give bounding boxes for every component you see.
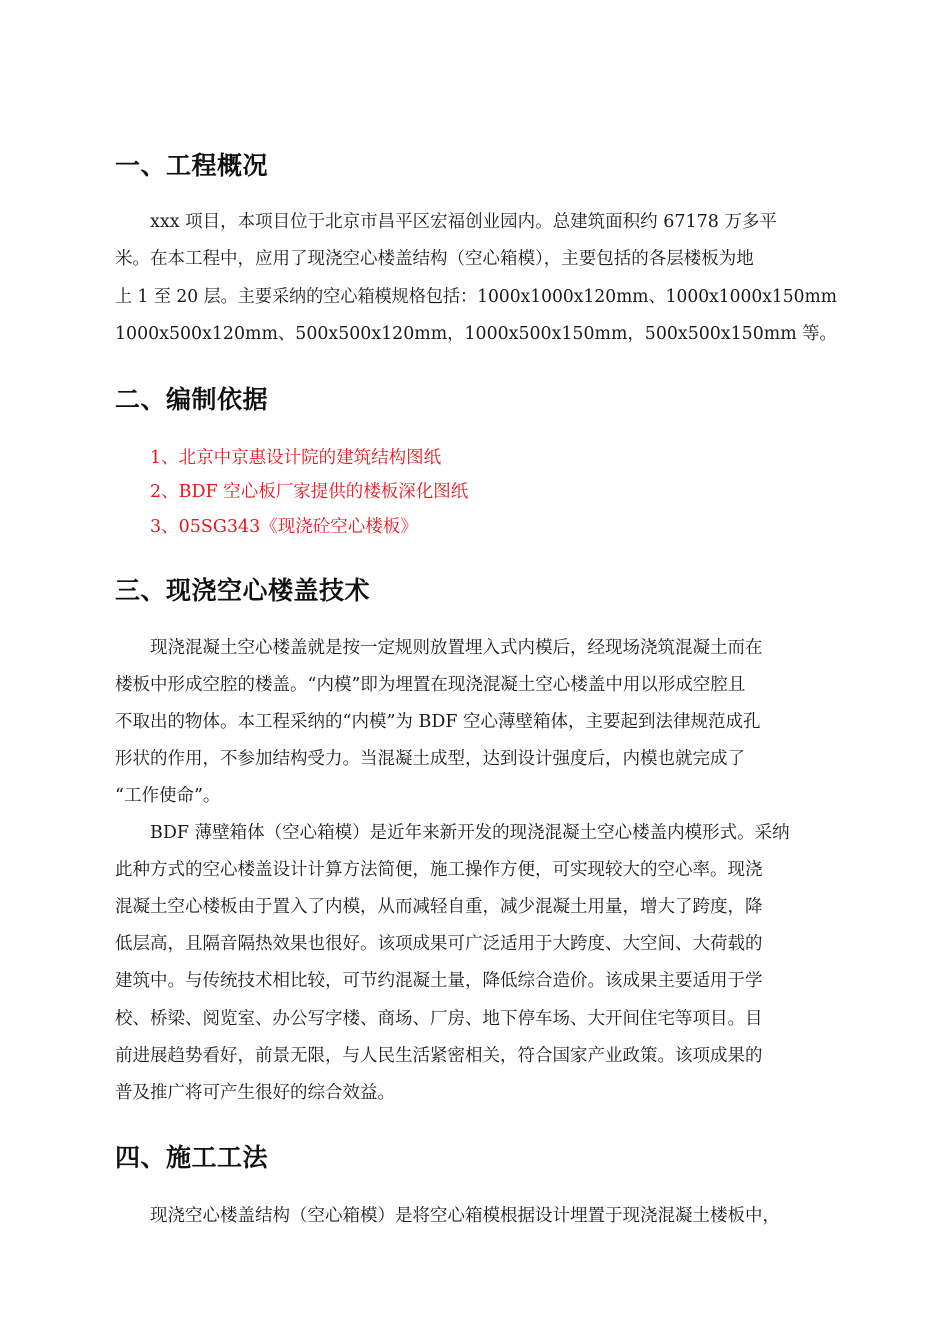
paragraph-line: 前进展趋势看好，前景无限，与人民生活紧密相关，符合国家产业政策。该项成果的 <box>115 1046 763 1066</box>
paragraph-line: 校、桥梁、阅览室、办公写字楼、商场、厂房、地下停车场、大开间住宅等项目。目 <box>115 1009 763 1029</box>
paragraph-line: 不取出的物体。本工程采纳的“内模”为 BDF 空心薄壁箱体，主要起到法律规范成孔 <box>115 712 761 732</box>
basis-list-item: 1、北京中京惠设计院的建筑结构图纸 <box>150 448 442 468</box>
paragraph-line: 米。在本工程中，应用了现浇空心楼盖结构（空心箱模），主要包括的各层楼板为地 <box>115 249 754 269</box>
section-heading-technology: 三、现浇空心楼盖技术 <box>115 576 371 605</box>
paragraph-line: 上 1 至 20 层。主要采纳的空心箱模规格包括：1000x1000x120mm、1000x1000x150mm <box>115 287 837 307</box>
paragraph-line: 现浇空心楼盖结构（空心箱模）是将空心箱模根据设计埋置于现浇混凝土楼板中， <box>150 1206 780 1226</box>
basis-list-item: 2、BDF 空心板厂家提供的楼板深化图纸 <box>150 482 469 502</box>
section-heading-method: 四、施工工法 <box>115 1143 269 1172</box>
paragraph-line: 现浇混凝土空心楼盖就是按一定规则放置埋入式内模后，经现场浇筑混凝土而在 <box>150 638 763 658</box>
paragraph-line: BDF 薄壁箱体（空心箱模）是近年来新开发的现浇混凝土空心楼盖内模形式。采纳 <box>150 823 790 843</box>
paragraph-line: 楼板中形成空腔的楼盖。“内模”即为埋置在现浇混凝土空心楼盖中用以形成空腔且 <box>115 675 746 695</box>
paragraph-line: 建筑中。与传统技术相比较，可节约混凝土量，降低综合造价。该成果主要适用于学 <box>115 971 763 991</box>
paragraph-line: 形状的作用，不参加结构受力。当混凝土成型，达到设计强度后，内模也就完成了 <box>115 749 745 769</box>
paragraph-line: 混凝土空心楼板由于置入了内模，从而减轻自重，减少混凝土用量，增大了跨度，降 <box>115 897 763 917</box>
paragraph-line: “工作使命”。 <box>115 786 221 806</box>
paragraph-line: 普及推广将可产生很好的综合效益。 <box>115 1083 395 1103</box>
paragraph-line: 低层高，且隔音隔热效果也很好。该项成果可广泛适用于大跨度、大空间、大荷载的 <box>115 934 763 954</box>
section-heading-basis: 二、编制依据 <box>115 385 269 414</box>
paragraph-line: 此种方式的空心楼盖设计计算方法简便，施工操作方便，可实现较大的空心率。现浇 <box>115 860 763 880</box>
section-heading-overview: 一、工程概况 <box>115 151 269 180</box>
basis-list-item: 3、05SG343《现浇砼空心楼板》 <box>150 517 418 537</box>
paragraph-line: 1000x500x120mm、500x500x120mm，1000x500x150mm，500x500x150mm 等。 <box>115 324 837 344</box>
paragraph-line: xxx 项目，本项目位于北京市昌平区宏福创业园内。总建筑面积约 67178 万多平 <box>150 212 777 232</box>
